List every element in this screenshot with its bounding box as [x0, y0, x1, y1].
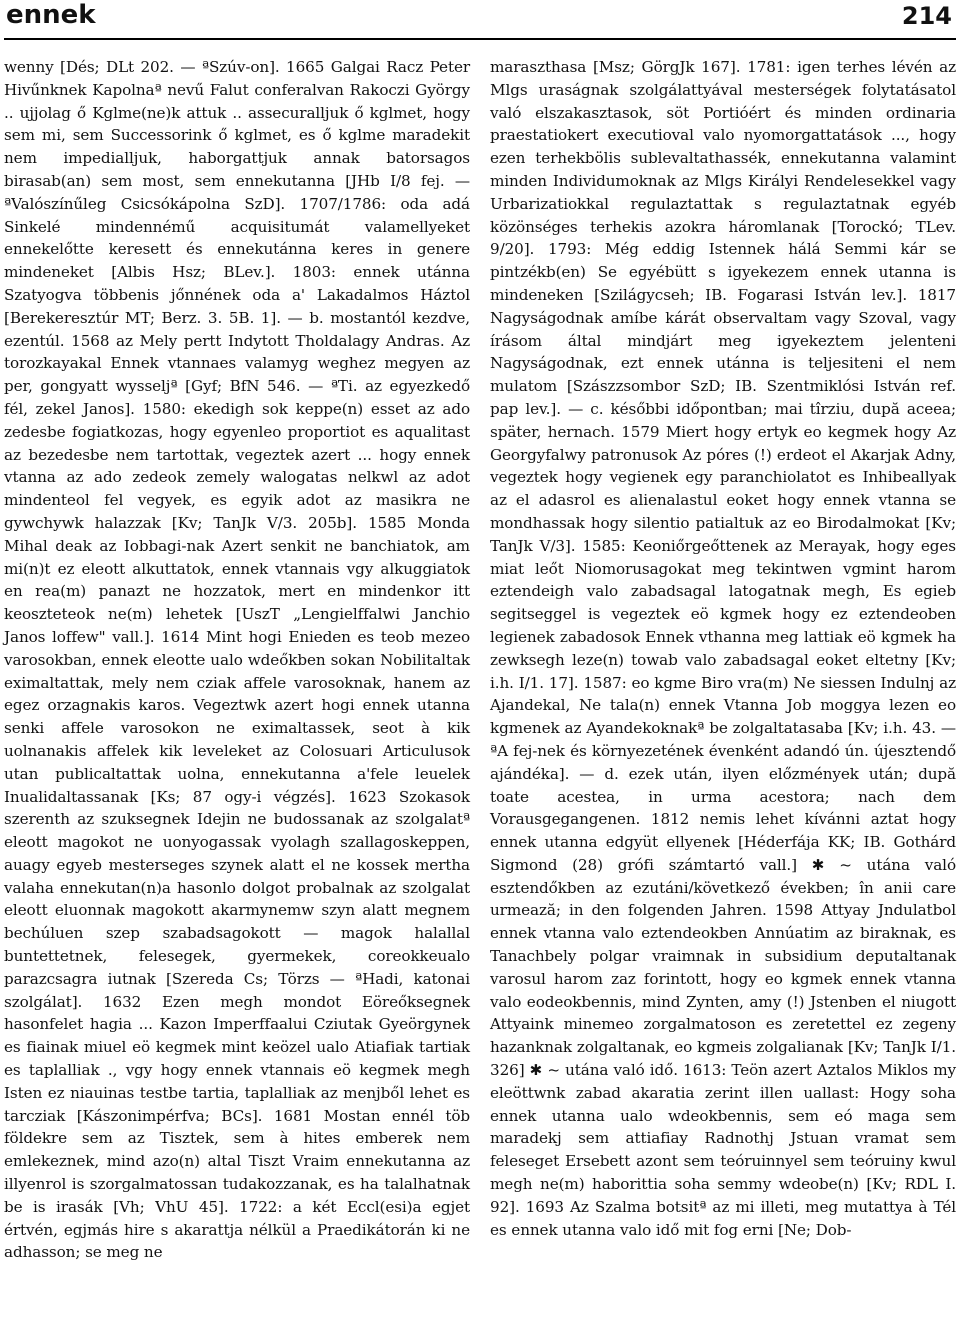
- page-number: 214: [901, 2, 952, 30]
- right-column-text: maraszthasa [Msz; GörgJk 167]. 1781: igen terhes lévén az Mlgs uraságnak szolgálattyával mesterségek folytatásatol való elszakasztasok, söt Portióért és minden ordinaria praestatiokert executioval valo nyomorgattatások ..., hogy ezen terhekbölis sublevaltathassék, ennekutanna valamint minden Individumoknak az Mlgs Királyi Rendelesekkel vagy Urbarizatiokkal regulaztattak s regulaztatnak egyéb közönséges terhekis azokra háromlanak [Torockó; TLev. 9/20]. 1793: Még eddig Istennek hálá Semmi kár se pintzékb(en) Se egyébütt s igyekezem ennek utanna is mindeneken [Szilágycseh; IB. Fogarasi István lev.]. 1817 Nagyságodnak amíbe kárát observaltam vagy Szoval, vagy írásom által mindjárt meg igyekeztem jelenteni Nagyságodnak, ezt ennek utánna is teljesiteni el nem mulatom [Szászzsombor SzD; IB. Szentmiklósi István ref. pap lev.]. — c. későbbi időpontban; mai tîrziu, după aceea; später, hernach. 1579 Miert hogy ertyk eo kegmek hogy Az Georgyfalwy patronusok Az póres (!) erdeot el Akarjak Adny, vegeztek hogy vegienek egy paranchiolatot es Inhibeallyak az el adasrol es alienalastul eoket hogy ennek vtanna se mondhassak hogy silentio patialtuk az eo Birodalmokat [Kv; TanJk V/3]. 1585: Keoniőrgeőttenek az Merayak, hogy eges miat leőt Niomorusagokat meg tekintwen vgmint harom eztendeigh valo zabadsagal latogatnak megh, Es egieb segitseggel is vegeztek eö kgmek hogy ez eztendeoben legienek zabadosok Ennek vthanna meg lattiak eö kgmek ha zewksegh leze(n) towab valo zabadsagal eoket eltetny [Kv; i.h. I/1. 17]. 1587: eo kgme Biro vra(m) Ne siessen Indulnj az Ajandekal, Ne tala(n) ennek Vtanna Job moggya lezen eo kgmenek az Ayandekoknakª be zolgaltatasaba [Kv; i.h. 43. — ªA fej-nek és környezetének évenként adandó ún. újesztendő ajándéka]. — d. ezek után, ilyen előzmények után; după toate acestea, in urma acestora; nach dem Vorausgegangenen. 1812 nemis lehet kívánni aztat hogy ennek utanna edgyüt ellyenek [Héderfája KK; IB. Gothárd Sigmond (28) grófi számtartó vall.] ✱ ~ utána való esztendőkben az ezutáni/következő években; în anii care urmează; in den folgenden Jahren. 1598 Attyay Jndulatbol ennek vtanna valo eztendeokben Annúatim az biraknak, es Tanachbely polgar vraimnak in subsidium deputaltanak varosul harom zaz forintott, hogy eo kgmek ennek vtanna valo eodeokbennis, mind Zynten, amy (!) Jstenben el niugott Attyaink minemeo zorgalmatoson es zeretettel ez zegeny hazanknak zolgaltanak, eo kgmeis zolgalianak [Kv; TanJk I/1. 326] ✱ ~ utána való idő. 1613: Teön azert Aztalos Miklos my eleöttwnk zabad akaratia zerint illen uallast: Hogy soha ennek utanna ualo wdeokbennis, sem eó maga sem maradekj sem attiafiay Radnothj Jstuan vramat sem feleseget Ersebett azont sem teóruinnyel sem teóruiny kwul megh ne(m) haborittia soha semmy wdeobe(n) [Kv; RDL I. 92]. 1693 Az Szalma botsitª az mi illeti, meg mutattya à Tél es ennek utanna valo idő mit fog erni [Ne; Dob-: [490, 58, 956, 1239]
- left-column: [4, 56, 470, 1264]
- running-head-word: ennek: [6, 0, 96, 30]
- right-column: [490, 56, 956, 1241]
- left-column-text: wenny [Dés; DLt 202. — ªSzúv-on]. 1665 Galgai Racz Peter Hivűnknek Kapolnaª nevű Falut conferalvan Rakoczi György .. ujjolag ő Kglme(ne)k attuk .. assecuralljuk ő kglmet, hogy sem mi, sem Successorink ő kglmet, es ő kglme maradekit nem impedialljuk, haborgattjuk annak batorsagos birasab(an) sem most, sem ennekutanna [JHb I/8 fej. — ªValószínűleg Csicsókápolna SzD]. 1707/1786: oda adá Sinkelé mindennémű acquisitumát valamellyeket ennekelőtte keresett és ennekutánna keres in genere mindeneket [Albis Hsz; BLev.]. 1803: ennek utánna Szatyogva többenis jőnnének oda a' Lakadalmos Háztol [Berekeresztúr MT; Berz. 3. 5B. 1]. — b. mostantól kezdve, ezentúl. 1568 az Mely pertt Indytott Tholdalagy Andras. Az torozkayakal Ennek vtannaes valamyg weghez megyen az per, gongyatt wysseljª [Gyf; BfN 546. — ªTi. az egyezkedő fél, zekel Janos]. 1580: ekedigh sok keppe(n) esset az ado zedesbe fogiatkozas, hogy egyenleo proportiot es aqualitast az bezedesbe nem tartottak, vegeztek azert ... hogy ennek vtanna az ado zedeok zemely walogatas nelkwl az adot mindenteol fel vegyek, es egyik adot az masikra ne gywchywk halazzak [Kv; TanJk V/3. 205b]. 1585 Monda Mihal deak az Iobbagi-nak Azert senkit ne banchiatok, am mi(n)t ez eleott alkuttatok, ennek vtannais vgy alkuggiatok en rea(m) panazt ne hozzatok, mert en mindenkor itt keoszteteok ne(m) lehetek [UszT „Lengielffalwi Janchio Janos loffew" vall.]. 1614 Mint hogi Enieden es teob mezeo varosokban, ennek eleotte ualo wdeőkben sokan Nobilitaltak eximaltattak, mely nem cziak affele varosoknak, hanem az egez orzagnakis karos. Vegeztwk azert hogi ennek utanna senki affele varosokon ne eximaltassek, seot à kik uolnanakis affelek kik leveleket az Colosuari Articulusok utan publicaltattak uolna, ennekutanna a'fele leuelek Inualidaltassanak [Ks; 87 ogy-i végzés]. 1623 Szokasok szerenth az szuksegnek Idejin ne budossanak az szolgalatª eleott magokot ne uonyogassak vyolagh szallagoskeppen, auagy egyeb mesterseges szynek alatt el ne kossek mertha valaha ennekutan(n)a hasonlo dolgot probalnak az szolgalat eleott eluonnak magokott akarmynemw szyn alatt megnem bechúluen szep szabadsagokott — magok halallal buntettetnek, felesegek, gyermekek, coreokkeualo parazcsagra iutnak [Szereda Cs; Törzs — ªHadi, katonai szolgálat]. 1632 Ezen megh mondot Eöreőksegnek hasonfelet hagia ... Kazon Imperffaalui Cziutak Gyeörgynek es fiainak miuel eö kegmek mint keözel ualo Atiafiak tartiak es taplalliak ., vgy hogy ennek vtannais eö kegmek megh Isten ez niauinas testbe tartia, taplalliak az menjből lehet es tarcziak [Kászonimpérfva; BCs]. 1681 Mostan ennél töb földekre sem az Tisztek, sem à hites emberek nem emlekeznek, mind azo(n) altal Tiszt Vraim ennekutanna az illyenrol is szorgalmatossan tudakozzanak, es ha talalhatnak be is irasák [Vh; VhU 45]. 1722: a két Eccl(esi)a egjet értvén, egjmás hire s akarattja nélkül a Praedikátorán ki ne adhasson; se meg ne: [4, 58, 470, 1262]
- header-rule: [4, 38, 956, 40]
